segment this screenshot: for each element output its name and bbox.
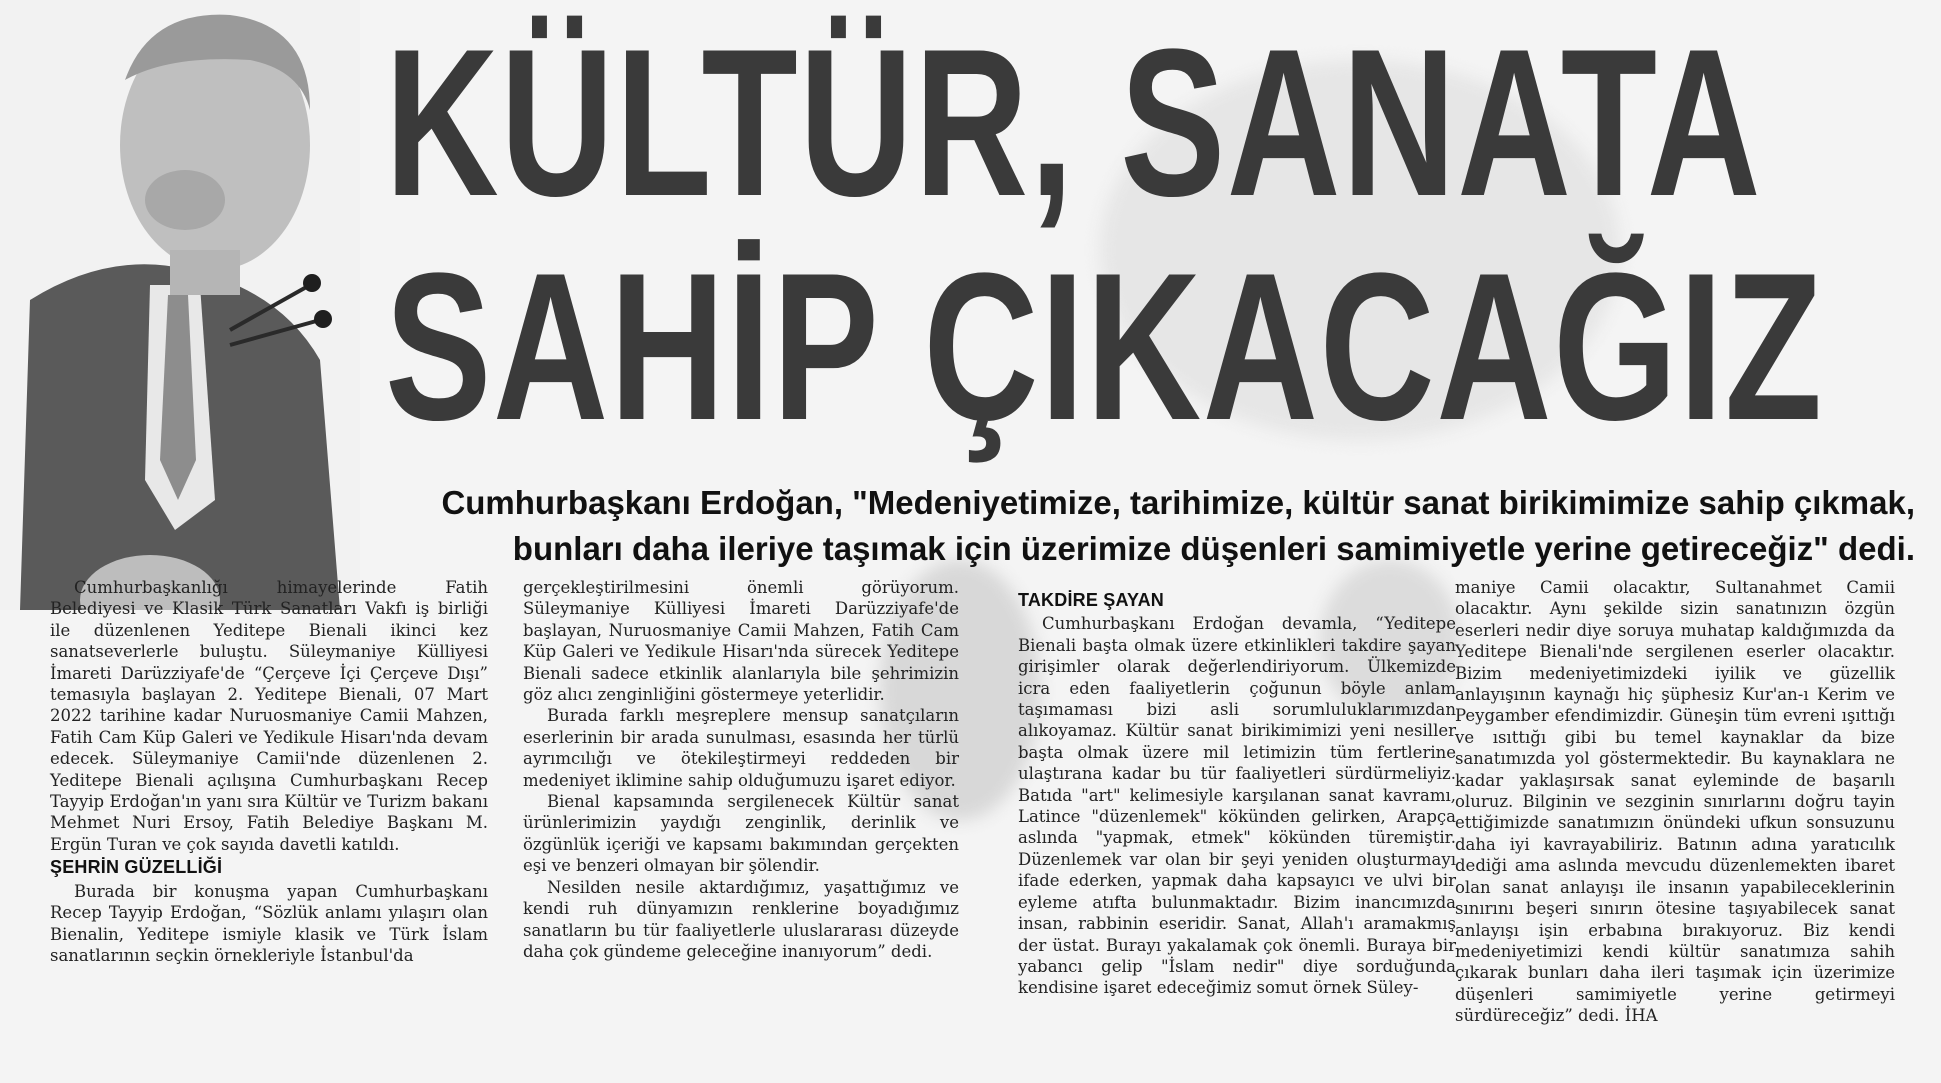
article-column-2 xyxy=(523,577,959,962)
column-2-paragraph-4: Nesilden nesile aktardığımız, yaşattığımız ve kendi ruh dünyamızın renklerine boyadığımız sanatların bu tür faaliyetlerle uluslararası düzeyde daha çok gündeme geleceğine inanıyorum” dedi. xyxy=(523,877,959,961)
headline-line-1: KÜLTÜR, SANATA xyxy=(385,5,1763,240)
column-1-paragraph-1: Cumhurbaşkanlığı himayelerinde Fatih Belediyesi ve Klasik Türk Sanatları Vakfı iş birliği ile düzenlenen Yeditepe Bienali ikinci kez sanatseverlerle buluştu. Süleymaniye Külliyesi İmareti Darüzziyafe'de “Çerçeve İçi Çerçeve Dışı” temasıyla başlayan 2. Yeditepe Bienali, 07 Mart 2022 tarihine kadar Nuruosmaniye Camii Mahzen, Fatih Cam Küp Galeri ve Yedikule Hisarı'nda devam edecek. Süleymaniye Camii'nde düzenlenen 2. Yeditepe Bienali açılışına Cumhurbaşkanı Recep Tayyip Erdoğan'ın yanı sıra Kültür ve Turizm bakanı Mehmet Nuri Ersoy, Fatih Belediye Başkanı M. Ergün Turan ve çok sayıda davetli katıldı. xyxy=(50,578,488,854)
column-1-paragraph-2: Burada bir konuşma yapan Cumhurbaşkanı Recep Tayyip Erdoğan, “Sözlük anlamı yılaşırı olan Bienalin, Yeditepe ismiyle klasik ve Türk İslam sanatlarının seçkin örnekleriyle İstanbul'da xyxy=(50,881,488,965)
subhead-takdire-sayan: TAKDİRE ŞAYAN xyxy=(1018,590,1164,610)
deck-line-1: Cumhurbaşkanı Erdoğan, "Medeniyetimize, tarihimize, kültür sanat birikimimize sahip çıkmak, xyxy=(441,484,1915,521)
column-2-paragraph-1: gerçekleştirilmesini önemli görüyorum. Süleymaniye Külliyesi İmareti Darüzziyafe'de başlayan, Nuruosmaniye Camii Mahzen, Fatih Cam Küp Galeri ve Yedikule Hisarı'nda sürecek Yeditepe Bienali sadece etkinlik alanlarıyla bile şehrimizin göz alıcı zenginliğini göstermeye yeterlidir. xyxy=(523,578,959,705)
column-4-paragraph-1: maniye Camii olacaktır, Sultanahmet Camii olacaktır. Aynı şekilde sizin sanatınızın özgün eserleri nedir diye soruya muhatap kaldığımızda da Yeditepe Bienali'nde sergilenen eserler olacaktır. Bizim medeniyetimizdeki iyilik ve güzellik anlayışının kaynağı hiç şüphesiz Kur'an-ı Kerim ve Peygamber efendimizdir. Güneşin tüm evreni ışıttığı ve ısıttığı gibi bu temel kaynaklar da bize sanatımızda yol göstermektedir. Bu kaynaklara ne kadar yaklaşırsak sanat eyleminde de başarılı oluruz. Bilginin ve sezginin sınırlarını doğru tayin ettiğimizde sanatımızın önündeki ufkun sonsuzunu daha iyi kavrayabiliriz. Batının adına yaratıcılık dediği ama aslında mevcudu düzenlemekten ibaret olan sanat anlayışı ile insanın yapabileceklerinin sınırını beşeri sınırın ötesine taşıyabilecek sanat anlayışı işin erbabına bırakıyoruz. Biz kendi medeniyetimizi kendi kültür sanatımıza sahih çıkarak bunları daha ileri taşımak için üzerimize düşenleri samimiyetle yerine getirmeyi sürdüreceğiz” dedi. İHA xyxy=(1455,578,1895,1026)
column-2-paragraph-2: Burada farklı meşreplere mensup sanatçıların eserlerinin bir arada sunulması, esasında her türlü ayrımcılığı ve ötekileştirmeyi reddeden bir medeniyet iklimine sahip olduğumuzu işaret ediyor. xyxy=(523,706,959,790)
deck-line-2: bunları daha ileriye taşımak için üzerimize düşenleri samimiyetle yerine getireceğiz" dedi. xyxy=(512,530,1915,567)
deck xyxy=(355,480,1915,572)
article-column-4 xyxy=(1455,577,1895,1027)
headline-line-2: SAHİP ÇIKACAĞIZ xyxy=(385,229,1824,464)
article-column-3 xyxy=(1018,588,1456,999)
speaker-photo xyxy=(0,0,360,610)
column-2-paragraph-3: Bienal kapsamında sergilenecek Kültür sanat ürünlerimizin yaydığı zenginlik, derinlik ve özgünlük içeriği ve kapsamı bakımından gerçekten eşi ve benzeri olmayan bir şölendir. xyxy=(523,792,959,876)
column-3-paragraph-1: Cumhurbaşkanı Erdoğan devamla, “Yeditepe Bienali başta olmak üzere etkinlikleri takdire şayan girişimler olarak değerlendiriyorum. Ülkemizde icra eden faaliyetlerin çoğunun böyle anlam taşımaması bizi asli sorumluluklarımızdan alıkoyamaz. Kültür sanat birikimimizi yeni nesiller başta olmak üzere mil letimizin tüm fertlerine ulaştırana kadar bu tür faaliyetleri sürdürmeliyiz. Batıda "art" kelimesiyle karşılanan sanat kavramı, Latince "düzenlemek" kökünden gelirken, Arapça aslında "yapmak, etmek" kökünden türemiştir. Düzenlemek var olan bir şeyi yeniden oluşturmayı ifade ederken, yapmak daha kapsayıcı ve ulvi bir eyleme atıfta bulunmaktadır. Bizim inancımızda insan, rabbinin eseridir. Sanat, Allah'ı aramakmış der üstat. Burayı yakalamak çok önemli. Buraya bir yabancı gelip "İslam nedir" diye sorduğunda kendisine işaret edeceğimiz somut örnek Süley- xyxy=(1018,614,1456,998)
subhead-sehrin-guzelligi: ŞEHRİN GÜZELLİĞİ xyxy=(50,857,223,878)
article-column-1 xyxy=(50,577,488,966)
